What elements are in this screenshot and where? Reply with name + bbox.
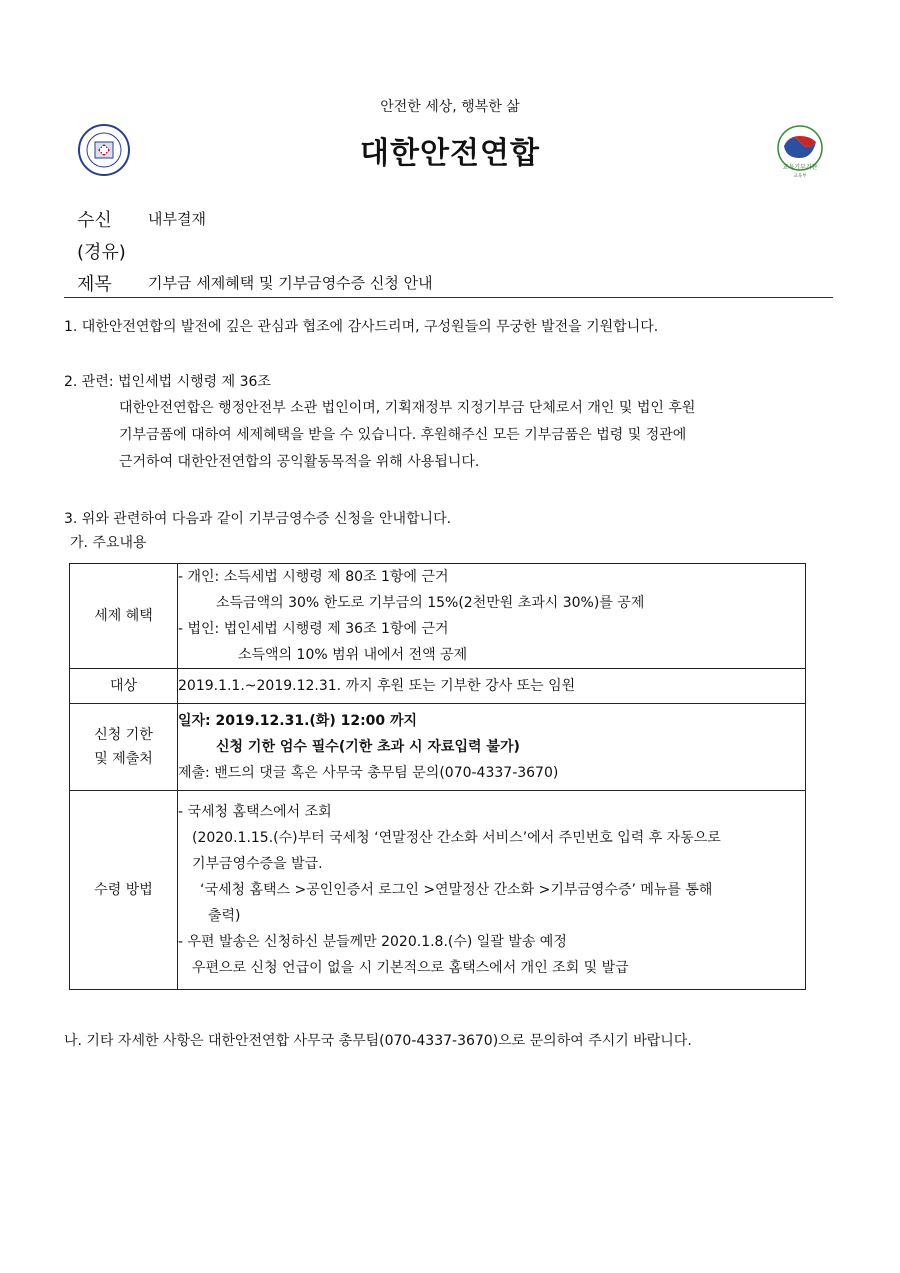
receipt-line-7: 우편으로 신청 언급이 없을 시 기본적으로 홈택스에서 개인 조회 및 발급	[192, 960, 629, 976]
receipt-line-5: 출력)	[208, 908, 241, 924]
paragraph-3-subheading: 가. 주요내용	[70, 535, 147, 551]
table-cell-target	[178, 669, 806, 704]
tax-benefit-line-4: 소득액의 10% 범위 내에서 전액 공제	[238, 647, 468, 663]
summary-table	[69, 563, 806, 990]
table-head-tax-benefit: 세제 혜택	[70, 564, 178, 669]
table-head-receipt-method: 수령 방법	[70, 791, 178, 990]
paragraph-2-line-3: 근거하여 대한안전연합의 공익활동목적을 위해 사용됩니다.	[119, 454, 480, 470]
receipt-line-4: ‘국세청 홈택스 >공인인증서 로그인 >연말정산 간소화 >기부금영수증’ 메뉴를 통해	[200, 882, 713, 898]
logo-caption: 교육기부기관	[782, 164, 818, 171]
paragraph-3-heading: 3. 위와 관련하여 다음과 같이 기부금영수증 신청을 안내합니다.	[64, 511, 452, 527]
subject-label: 제목	[77, 274, 112, 295]
table-row-receipt-method	[70, 791, 806, 990]
paragraph-2-line-2: 기부금품에 대하여 세제혜택을 받을 수 있습니다. 후원해주신 모든 기부금품은 법령 및 정관에	[119, 427, 687, 443]
table-row-deadline	[70, 704, 806, 791]
paragraph-1: 1. 대한안전연합의 발전에 깊은 관심과 협조에 감사드리며, 구성원들의 무궁한 발전을 기원합니다.	[64, 319, 659, 335]
receipt-line-2: (2020.1.15.(수)부터 국세청 ‘연말정산 간소화 서비스’에서 주민번호 입력 후 자동으로	[192, 830, 721, 846]
table-cell-receipt-method	[178, 791, 806, 990]
receipt-line-3: 기부금영수증을 발급.	[192, 856, 323, 872]
education-donation-logo	[772, 124, 828, 180]
recipient-label: 수신	[77, 210, 112, 231]
footer-note: 나. 기타 자세한 사항은 대한안전연합 사무국 총무팀(070-4337-3670)으로 문의하여 주시기 바랍니다.	[64, 1033, 692, 1049]
receipt-line-1: - 국세청 홈택스에서 조회	[178, 804, 332, 820]
table-row-target	[70, 669, 806, 704]
tax-benefit-line-3: - 법인: 법인세법 시행령 제 36조 1항에 근거	[178, 621, 449, 637]
table-cell-tax-benefit	[178, 564, 806, 669]
logo-subcaption: 교육부	[793, 174, 807, 179]
subject-value: 기부금 세제혜택 및 기부금영수증 신청 안내	[148, 274, 433, 292]
deadline-head-line-2: 및 제출처	[94, 751, 153, 767]
org-title: 대한안전연합	[360, 136, 540, 171]
deadline-date: 일자: 2019.12.31.(화) 12:00 까지	[178, 713, 418, 729]
recipient-value: 내부결재	[148, 210, 206, 228]
header-divider	[64, 297, 833, 298]
table-head-target: 대상	[70, 669, 178, 704]
deadline-notice: 신청 기한 엄수 필수(기한 초과 시 자료입력 불가)	[216, 739, 520, 755]
paragraph-2-heading: 2. 관련: 법인세법 시행령 제 36조	[64, 374, 271, 390]
table-cell-deadline	[178, 704, 806, 791]
target-line-1: 2019.1.1.~2019.12.31. 까지 후원 또는 기부한 강사 또는 임원	[178, 678, 576, 694]
tax-benefit-line-1: - 개인: 소득세법 시행령 제 80조 1항에 근거	[178, 569, 449, 585]
deadline-head-line-1: 신청 기한	[94, 727, 153, 743]
via-label: (경유)	[77, 242, 126, 263]
receipt-line-6: - 우편 발송은 신청하신 분들께만 2020.1.8.(수) 일괄 발송 예정	[178, 934, 567, 950]
deadline-submission: 제출: 밴드의 댓글 혹은 사무국 총무팀 문의(070-4337-3670)	[178, 765, 559, 781]
table-row-tax-benefit	[70, 564, 806, 669]
tax-benefit-line-2: 소득금액의 30% 한도로 기부금의 15%(2천만원 초과시 30%)를 공제	[216, 595, 645, 611]
paragraph-2-line-1: 대한안전연합은 행정안전부 소관 법인이며, 기획재정부 지정기부금 단체로서 개인 및 법인 후원	[119, 400, 696, 416]
table-head-deadline	[70, 704, 178, 791]
motto: 안전한 세상, 행복한 삶	[380, 99, 520, 115]
